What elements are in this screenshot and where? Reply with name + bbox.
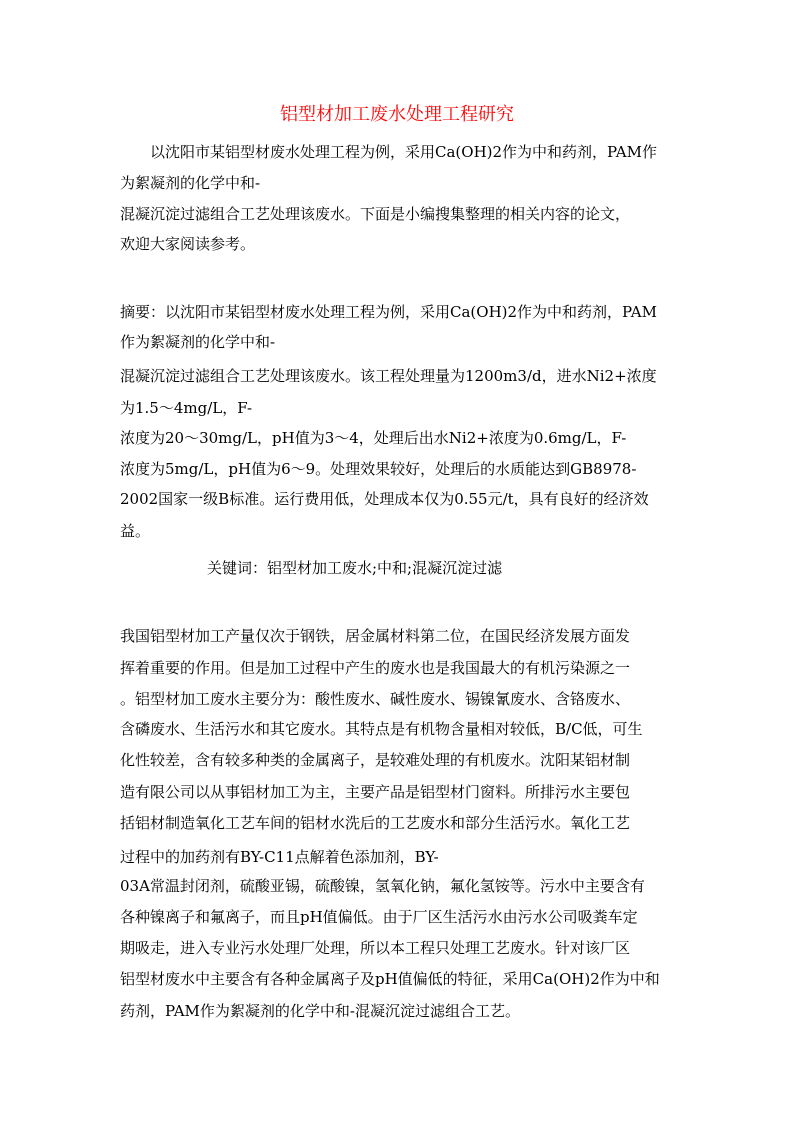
abstract-line: 为1.5～4mg/L，F- xyxy=(120,399,253,417)
body-line: 03A常温封闭剂，硫酸亚锡，硫酸镍，氢氧化钠，氟化氢铵等。污水中主要含有 xyxy=(120,877,645,895)
abstract-line: 浓度为5mg/L，pH值为6～9。处理效果较好，处理后的水质能达到GB8978- xyxy=(120,460,637,478)
body-line: 我国铝型材加工产量仅次于钢铁，居金属材料第二位，在国民经济发展方面发 xyxy=(120,627,631,645)
body-line: 铝型材废水中主要含有各种金属离子及pH值偏低的特征，采用Ca(OH)2作为中和 xyxy=(120,970,660,988)
body-line: 药剂，PAM作为絮凝剂的化学中和-混凝沉淀过滤组合工艺。 xyxy=(120,1002,520,1020)
body-line: 挥着重要的作用。但是加工过程中产生的废水也是我国最大的有机污染源之一 xyxy=(120,659,631,677)
body-line: 。铝型材加工废水主要分为：酸性废水、碱性废水、锡镍氰废水、含铬废水、 xyxy=(120,690,631,708)
intro-line: 以沈阳市某铝型材废水处理工程为例，采用Ca(OH)2作为中和药剂，PAM作 xyxy=(150,143,657,161)
keywords-line: 关键词：铝型材加工废水;中和;混凝沉淀过滤 xyxy=(207,559,503,577)
abstract-line: 混凝沉淀过滤组合工艺处理该废水。该工程处理量为1200m3/d，进水Ni2+浓度 xyxy=(120,367,657,385)
body-line: 过程中的加药剂有BY-C11点解着色添加剂，BY- xyxy=(120,848,439,866)
abstract-line: 浓度为20～30mg/L，pH值为3～4，处理后出水Ni2+浓度为0.6mg/L，F- xyxy=(120,429,627,447)
intro-line: 为絮凝剂的化学中和- xyxy=(120,174,261,192)
body-line: 含磷废水、生活污水和其它废水。其特点是有机物含量相对较低，B/C低，可生 xyxy=(120,720,643,738)
body-line: 造有限公司以从事铝材加工为主，主要产品是铝型材门窗料。所排污水主要包 xyxy=(120,783,631,801)
abstract-line: 作为絮凝剂的化学中和- xyxy=(120,333,276,351)
body-line: 括铝材制造氧化工艺车间的铝材水洗后的工艺废水和部分生活污水。氧化工艺 xyxy=(120,814,631,832)
document-title: 铝型材加工废水处理工程研究 xyxy=(280,104,514,125)
abstract-line: 2002国家一级B标准。运行费用低，处理成本仅为0.55元/t，具有良好的经济效 xyxy=(120,490,649,508)
body-line: 化性较差，含有较多种类的金属离子，是较难处理的有机废水。沈阳某铝材制 xyxy=(120,751,631,769)
abstract-line: 摘要：以沈阳市某铝型材废水处理工程为例，采用Ca(OH)2作为中和药剂，PAM xyxy=(120,303,657,321)
intro-line: 混凝沉淀过滤组合工艺处理该废水。下面是小编搜集整理的相关内容的论文， xyxy=(120,205,631,223)
intro-line: 欢迎大家阅读参考。 xyxy=(120,235,256,253)
abstract-line: 益。 xyxy=(120,522,151,540)
body-line: 各种镍离子和氟离子，而且pH值偏低。由于厂区生活污水由污水公司吸粪车定 xyxy=(120,908,638,926)
body-line: 期吸走，进入专业污水处理厂处理，所以本工程只处理工艺废水。针对该厂区 xyxy=(120,939,631,957)
